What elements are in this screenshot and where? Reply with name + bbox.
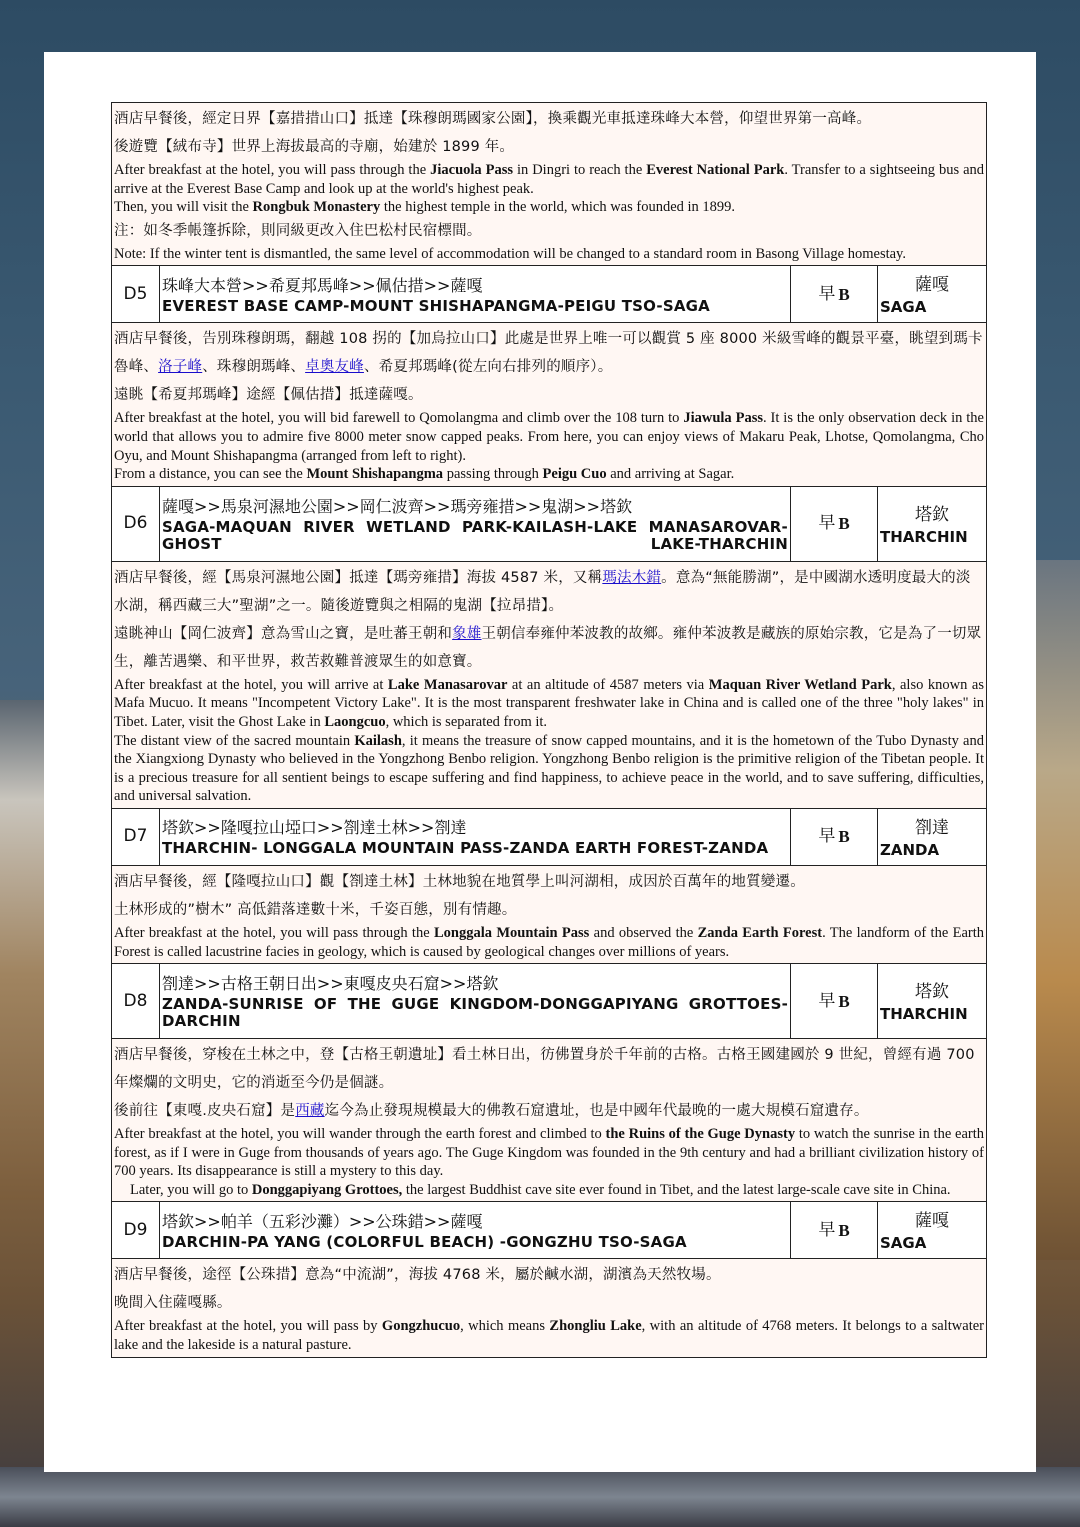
- details-en: Later, you will go to Donggapiyang Grottoes, the largest Buddhist cave site ever found in Tibet, and the latest large-scale cave site in China.: [130, 1181, 951, 1198]
- details-en: After breakfast at the hotel, you will wander through the earth forest and climbed to the Ruins of the Guge Dynasty to watch the sunrise in the earth forest, as if I were in Guge from thousands of years ago. The Guge Kingdom was founded in the 9th century and had a brilliant civilization history of 700 years. Its disappearance is still a mystery to this day.: [114, 1126, 985, 1180]
- details-en: After breakfast at the hotel, you will arrive at Lake Manasarovar at an altitude of 4587 meters via Maquan River Wetland Park, also known as Mafa Mucuo. It means "Incompetent Victory Lake". It is the most transparent freshwater lake in China and is called one of the three "holy lakes" in Tibet. Later, visit the Ghost Lake in Laongcuo, which is separated from it.: [114, 676, 984, 730]
- day-details-d7: [112, 865, 986, 963]
- day-number: D6: [112, 487, 160, 561]
- details-en: After breakfast at the hotel, you will pass through the Jiacuola Pass in Dingri to reach the Everest National Park. Transfer to a sightseeing bus and arrive at the Everest Base Camp and look up at the world's highest peak.: [114, 162, 985, 197]
- details-zh: 遠眺【希夏邦瑪峰】途經【佩估措】抵達薩嘎。: [114, 387, 423, 404]
- route-en: SAGA-MAQUAN RIVER WETLAND PARK-KAILASH-LAKE MANASAROVAR-GHOST LAKE-THARCHIN: [162, 517, 788, 553]
- note-en: Note: If the winter tent is dismantled, the same level of accommodation will be changed to a standard room in Basong Village homestay.: [114, 245, 906, 262]
- meal-cell: 早 B: [791, 266, 878, 322]
- day-details-d5: [112, 322, 986, 485]
- details-en: After breakfast at the hotel, you will bid farewell to Qomolangma and climb over the 108 turn to Jiawula Pass. It is the only observation deck in the world that allows you to admire five 8000 meter snow capped peaks. From here, you can enjoy views of Makaru Peak, Lhotse, Qomolangma, Cho Oyu, and Mount Shishapangma (arranged from left to right).: [114, 410, 984, 464]
- day-details-d9: [112, 1258, 986, 1356]
- details-zh: 酒店早餐後，途徑【公珠措】意為“中流湖”，海拔 4768 米，屬於鹹水湖，湖濱為天然牧場。: [114, 1267, 721, 1284]
- details-en: After breakfast at the hotel, you will pass through the Longgala Mountain Pass and observed the Zanda Earth Forest. The landform of the Earth Forest is called lacustrine facies in geology, which is caused by geological changes over millions of years.: [114, 924, 984, 960]
- note-zh: 注：如冬季帳篷拆除，則同級更改入住巴松村民宿標間。: [114, 222, 482, 239]
- details-en: Then, you will visit the Rongbuk Monastery the highest temple in the world, which was founded in 1899.: [114, 199, 736, 216]
- details-zh: 後遊覽【絨布寺】世界上海拔最高的寺廟，始建於 1899 年。: [114, 139, 515, 155]
- day-header-d6: [112, 486, 986, 561]
- day-header-d7: [112, 808, 986, 865]
- details-zh: 酒店早餐後，經【馬泉河濕地公園】抵達【瑪旁雍措】海拔 4587 米，又稱瑪法木錯。意為“無能勝湖”，是中國湖水透明度最大的淡水湖，稱西藏三大”聖湖”之一。隨後遊覽與之相隔的鬼湖【拉昂措】。: [114, 569, 971, 614]
- day-number: D7: [112, 809, 160, 865]
- route-zh: 塔欽>>帕羊（五彩沙灘）>>公珠錯>>薩嘎: [162, 1211, 483, 1231]
- route-zh: 劄達>>古格王朝日出>>東嘎皮央石窟>>塔欽: [162, 974, 499, 994]
- meal-cell: 早 B: [791, 809, 878, 865]
- route-en: DARCHIN-PA YANG (COLORFUL BEACH) -GONGZHU TSO-SAGA: [162, 1232, 687, 1251]
- link-cho-oyu[interactable]: 卓奧友峰: [305, 359, 364, 376]
- day-header-d9: [112, 1201, 986, 1258]
- meal-cell: 早 B: [791, 1202, 878, 1258]
- meal-cell: 早 B: [791, 487, 878, 561]
- hotel-cell: 塔欽 THARCHIN: [880, 504, 968, 546]
- details-zh: 後前往【東嘎.皮央石窟】是西藏迄今為止發現規模最大的佛教石窟遺址，也是中國年代最晚的一處大規模石窟遺存。: [114, 1103, 869, 1120]
- hotel-cell: 劄達 ZANDA: [880, 817, 949, 859]
- details-zh: 酒店早餐後，告別珠穆朗瑪，翻越 108 拐的【加烏拉山口】此處是世界上唯一可以觀賞 5 座 8000 米級雪峰的觀景平臺，眺望到瑪卡魯峰、洛子峰、珠穆朗瑪峰、卓奧友峰、希夏邦瑪峰(從左向右排列的順序）。: [114, 331, 983, 376]
- hotel-cell: 塔欽 THARCHIN: [880, 982, 968, 1024]
- link-xiangxiong[interactable]: 象雄: [452, 625, 482, 642]
- day-route: [160, 809, 791, 865]
- details-zh: 遠眺神山【岡仁波齊】意為雪山之寶，是吐蕃王朝和象雄王朝信奉雍仲苯波教的故鄉。雍仲苯波教是藏族的原始宗教，它是為了一切眾生，離苦遇樂、和平世界，救苦救難普渡眾生的如意寶。: [114, 625, 982, 670]
- details-zh: 酒店早餐後，經定日界【嘉措措山口】抵達【珠穆朗瑪國家公園】，換乘觀光車抵達珠峰大本營，仰望世界第一高峰。: [114, 111, 872, 127]
- details-en: From a distance, you can see the Mount Shishapangma passing through Peigu Cuo and arriving at Sagar.: [114, 466, 735, 483]
- day-details-d8: [112, 1038, 986, 1201]
- day-details-d6: [112, 561, 986, 808]
- day-details-d4: [112, 103, 986, 265]
- day-route: [160, 266, 791, 322]
- link-lhotse[interactable]: 洛子峰: [158, 359, 203, 376]
- day-number: D8: [112, 964, 160, 1038]
- link-tibet[interactable]: 西藏: [295, 1103, 325, 1120]
- details-en: After breakfast at the hotel, you will pass by Gongzhucuo, which means Zhongliu Lake, with an altitude of 4768 meters. It belongs to a saltwater lake and the lakeside is a natural pasture.: [114, 1318, 985, 1354]
- details-en: The distant view of the sacred mountain Kailash, it means the treasure of snow capped mountains, and it is the hometown of the Tubo Dynasty and the Xiangxiong Dynasty who believed in the Yongzhong Benbo religion. Yongzhong Benbo religion is the primitive religion of the Tibetan people. It is a precious treasure for all sentient beings to escape suffering and find happiness, to achieve peace in the world, and to save suffering, difficulties, and universal salvation.: [114, 732, 984, 805]
- link-mafa-mucuo[interactable]: 瑪法木錯: [602, 569, 662, 586]
- day-number: D9: [112, 1202, 160, 1258]
- day-header-d8: [112, 963, 986, 1038]
- details-zh: 晚間入住薩嘎縣。: [114, 1295, 232, 1312]
- route-en: ZANDA-SUNRISE OF THE GUGE KINGDOM-DONGGAPIYANG GROTTOES-DARCHIN: [162, 995, 788, 1031]
- hotel-cell: 薩嘎 SAGA: [880, 1211, 949, 1253]
- day-route: [160, 487, 791, 561]
- details-zh: 土林形成的”樹木” 高低錯落達數十米，千姿百態，別有情趣。: [114, 901, 517, 918]
- route-zh: 珠峰大本營>>希夏邦馬峰>>佩估措>>薩嘎: [162, 275, 483, 295]
- details-zh: 酒店早餐後，穿梭在土林之中，登【古格王朝遺址】看土林日出，彷佛置身於千年前的古格。古格王國建國於 9 世紀，曾經有過 700 年燦爛的文明史，它的消逝至今仍是個謎。: [114, 1047, 975, 1092]
- background-mountain-right: [1030, 560, 1080, 1260]
- document-page: [44, 52, 1036, 1472]
- background-lake: [0, 1467, 1080, 1527]
- day-route: [160, 1202, 791, 1258]
- hotel-cell: 薩嘎 SAGA: [880, 275, 949, 317]
- meal-cell: 早 B: [791, 964, 878, 1038]
- route-en: THARCHIN- LONGGALA MOUNTAIN PASS-ZANDA EARTH FOREST-ZANDA: [162, 839, 769, 858]
- day-header-d5: [112, 265, 986, 322]
- route-zh: 塔欽>>隆嘎拉山埡口>>劄達土林>>劄達: [162, 818, 467, 838]
- route-zh: 薩嘎>>馬泉河濕地公園>>岡仁波齊>>瑪旁雍措>>鬼湖>>塔欽: [162, 496, 633, 516]
- route-en: EVEREST BASE CAMP-MOUNT SHISHAPANGMA-PEIGU TSO-SAGA: [162, 296, 710, 315]
- itinerary-table: [111, 102, 987, 1358]
- details-zh: 酒店早餐後，經【隆嘎拉山口】觀【劄達土林】土林地貌在地質學上叫河湖相，成因於百萬年的地質變遷。: [114, 873, 805, 890]
- day-route: [160, 964, 791, 1038]
- day-number: D5: [112, 266, 160, 322]
